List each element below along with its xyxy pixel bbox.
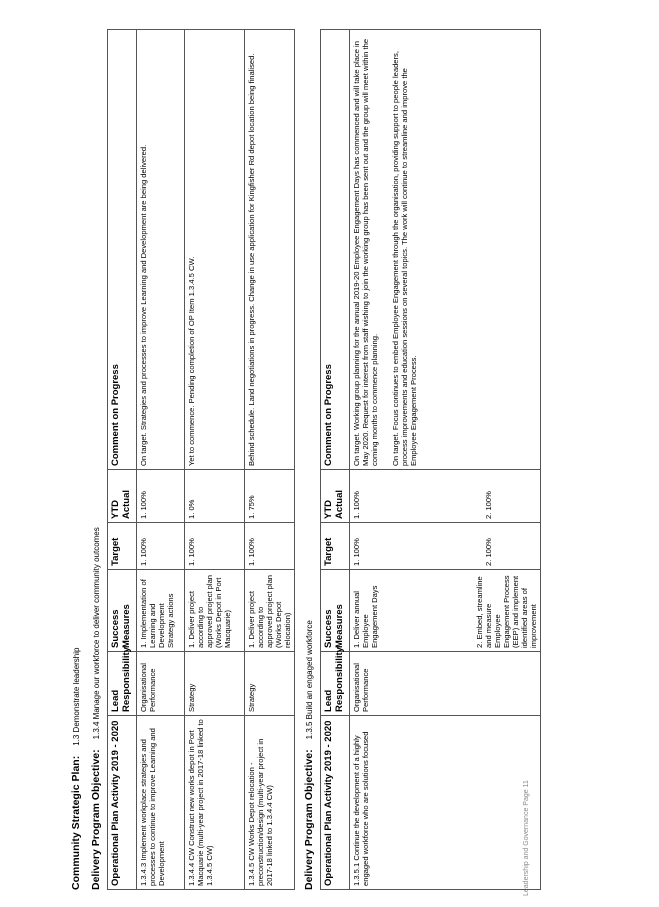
activity-table-1 [107,29,295,890]
measure-item: 2. Embed, streamline and measure Employee Engagement Process (EEP) and implement identified areas of improvement [475,575,538,648]
col-header-comment: Comment on Progress [108,30,137,470]
col-header-ytd: YTD Actual [108,470,137,523]
objective-label: Delivery Program Objective: [90,749,102,890]
table-row [350,30,541,890]
objective-heading-1 [90,20,102,890]
strategic-plan-label: Community Strategic Plan: [70,755,82,890]
activity-table-2 [320,29,541,890]
col-header-target: Target [321,523,350,570]
ytd-cell: 1. 75% [245,470,295,523]
col-header-ytd: YTD Actual [321,470,350,523]
target-cell: 1. 100% [245,523,295,570]
measure-cell: 1. Deliver project according to approved project plan (Works Depot in Port Macquarie) [185,570,245,652]
ytd-item: 2. 100% [484,491,493,519]
table-header-row [108,30,137,890]
activity-cell: 1.3.4.4 CW Construct new works depot in Port Macquarie (multi-year project in 2017-18 linked to 1.3.4.5 CW) [185,716,245,890]
table-header-row [321,30,350,890]
table-row [137,30,185,890]
ytd-item: 1. 100% [352,491,361,519]
ytd-cell [350,470,541,523]
comment-item: On target. Working group planning for the annual 2019-20 Employee Engagement Days has commenced and will take place in May 2020. Request for interest from staff wishing to join the working group has been sent out and the group will meet within the coming months to commence planning. [352,38,379,466]
col-header-activity: Operational Plan Activity 2019 - 2020 [108,716,137,890]
lead-cell: Strategy [185,652,245,716]
lead-cell: Organisational Performance [137,652,185,716]
measure-item: 1. Deliver annual Employee Engagement Days [352,585,379,648]
comment-cell: Yet to commence. Pending completion of OP Item 1.3.4.5 CW. [185,30,245,470]
target-item: 1. 100% [352,538,361,566]
ytd-cell: 1. 100% [137,470,185,523]
ytd-cell: 1. 0% [185,470,245,523]
objective-value: 1.3.5 Build an engaged workforce [305,620,314,740]
measure-cell [350,570,541,652]
strategic-plan-value: 1.3 Demonstrate leadership [72,647,81,746]
target-cell: 1. 100% [185,523,245,570]
col-header-measures: Success Measures [108,570,137,652]
table-row [245,30,295,890]
activity-cell: 1.3.4.5 CW Works Depot relocation - preconstruction/design (multi-year project in 2017-18 linked to 1.3.4.4 CW) [245,716,295,890]
target-item: 2. 100% [484,538,493,566]
activity-cell: 1.3.5.1 Continue the development of a highly engaged workforce who are solutions focused [350,716,541,890]
strategic-plan-heading [70,20,82,890]
page-label: Leadership and Governance Page 11 [523,780,531,896]
comment-cell: On target. Strategies and processes to improve Learning and Development are being delivered. [137,30,185,470]
lead-cell: Organisational Performance [350,652,541,716]
col-header-comment: Comment on Progress [321,30,350,470]
objective-heading-2 [303,20,315,890]
col-header-measures: Success Measures [321,570,350,652]
table-row [185,30,245,890]
col-header-lead: Lead Responsibility [321,652,350,716]
comment-cell: Behind schedule. Land negotiations in progress. Change in use application for Kingfisher Rd depot location being finalised. [245,30,295,470]
comment-cell [350,30,541,470]
activity-cell: 1.3.4.3 Implement workplace strategies and processes to continue to improve Learning and Development [137,716,185,890]
target-cell [350,523,541,570]
col-header-activity: Operational Plan Activity 2019 - 2020 [321,716,350,890]
target-cell: 1. 100% [137,523,185,570]
objective-value: 1.3.4 Manage our workforce to deliver community outcomes [92,527,101,740]
measure-cell: 1. Deliver project according to approved project plan (Works Depot relocation) [245,570,295,652]
comment-item: On target. Focus continues to embed Employee Engagement through the organisation, providing support to people leaders, process improvements and education sessions on several topics. The work will continue to streamline and improve the Employee Engagement Process. [391,51,418,466]
lead-cell: Strategy [245,652,295,716]
objective-label: Delivery Program Objective: [303,749,315,890]
col-header-lead: Lead Responsibility [108,652,137,716]
rotated-page [70,20,630,890]
measure-cell: 1. Implementation of Learning and Development Strategy actions [137,570,185,652]
col-header-target: Target [108,523,137,570]
